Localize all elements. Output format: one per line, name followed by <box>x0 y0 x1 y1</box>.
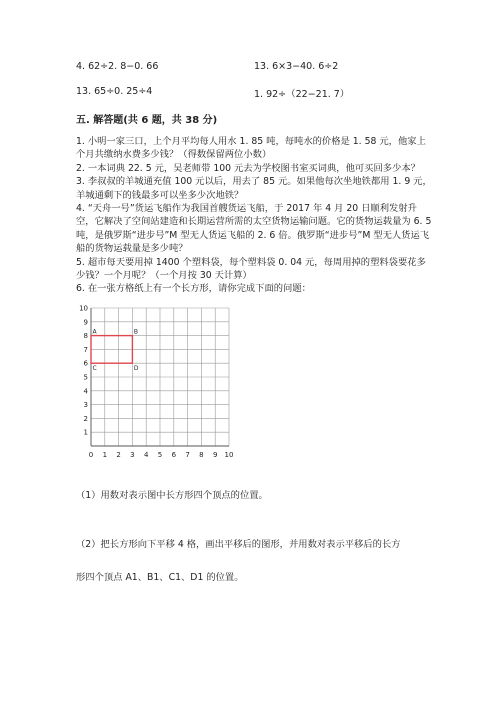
vertex-label-a: A <box>92 328 97 336</box>
vertex-label-c: C <box>92 365 97 373</box>
y-tick-label: 10 <box>79 304 88 313</box>
x-tick-label: 1 <box>102 451 108 459</box>
vertex-label-d: D <box>133 365 139 373</box>
problem-list <box>76 135 432 296</box>
x-tick-label: 3 <box>130 451 135 459</box>
problem-1: 1. 小明一家三口，上个月平均每人用水 1. 85 吨，每吨水的价格是 1. 58 元，他家上个月共缴纳水费多少钱？（得数保留两位小数） <box>76 136 426 161</box>
y-tick-label: 8 <box>83 332 88 341</box>
x-tick-label: 4 <box>143 451 149 459</box>
y-tick-label: 7 <box>83 345 88 354</box>
rectangle <box>91 336 132 364</box>
x-tick-label: 0 <box>88 451 94 459</box>
problem-4: 4. “天舟一号”货运飞船作为我国首艘货运飞船，于 2017 年 4 月 20 日顺利发射升空，它解决了空间站建造和长期运营所需的太空货物运输问题。它的货物运载量为 6. 5 吨，是俄罗斯“进步号”M 型无人货运飞船的 2. 6 倍。俄罗斯“进步号”M 型无人货运飞船的货物运载量是多少吨？ <box>76 203 432 255</box>
vertex-label-b: B <box>133 328 139 336</box>
calculation-item: 4. 62÷2. 8−0. 66 <box>76 61 159 72</box>
problem-5: 5. 超市每天要用掉 1400 个塑料袋，每个塑料袋 0. 04 元，每周用掉的塑料袋要花多少钱？一个月呢？（一个月按 30 天计算） <box>76 256 426 282</box>
x-tick-label: 10 <box>224 451 234 459</box>
calculation-item: 1. 92÷（22−21. 7） <box>254 89 350 100</box>
subquestion-1: （1）用数对表示图中长方形四个顶点的位置。 <box>76 490 268 501</box>
section-title: 五. 解答题(共 6 题，共 38 分) <box>76 115 218 126</box>
y-tick-label: 1 <box>83 428 88 437</box>
y-tick-label: 3 <box>83 401 88 410</box>
y-tick-label: 6 <box>83 359 88 368</box>
x-tick-label: 2 <box>116 451 121 459</box>
x-tick-label: 8 <box>199 451 204 459</box>
x-tick-label: 7 <box>185 451 190 459</box>
y-tick-label: 4 <box>83 387 88 396</box>
x-tick-label: 6 <box>171 451 177 459</box>
subquestion-2-line-1: （2）把长方形向下平移 4 格，画出平移后的图形，并用数对表示平移后的长方 <box>76 539 401 550</box>
y-tick-label: 5 <box>83 373 88 382</box>
x-tick-label: 5 <box>157 451 163 459</box>
calculation-item: 13. 65÷0. 25÷4 <box>76 86 153 97</box>
problem-2: 2. 一本词典 22. 5 元，吴老师带 100 元去为学校图书室买词典，他可买回多少本？ <box>76 162 420 174</box>
problem-3: 3. 李叔叔的羊城通充值 100 元以后，用去了 85 元。如果他每次坐地铁都用 1. 9 元，羊城通剩下的钱最多可以坐多少次地铁？ <box>76 176 432 201</box>
y-tick-label: 9 <box>83 318 88 327</box>
y-tick-label: 2 <box>83 414 88 423</box>
x-tick-label: 9 <box>212 451 218 459</box>
calculation-item: 13. 6×3−40. 6÷2 <box>254 61 339 72</box>
subquestion-2-line-2: 形四个顶点 A1、B1、C1、D1 的位置。 <box>76 572 244 583</box>
problem-6: 6. 在一张方格纸上有一个长方形，请你完成下面的问题： <box>76 283 311 295</box>
